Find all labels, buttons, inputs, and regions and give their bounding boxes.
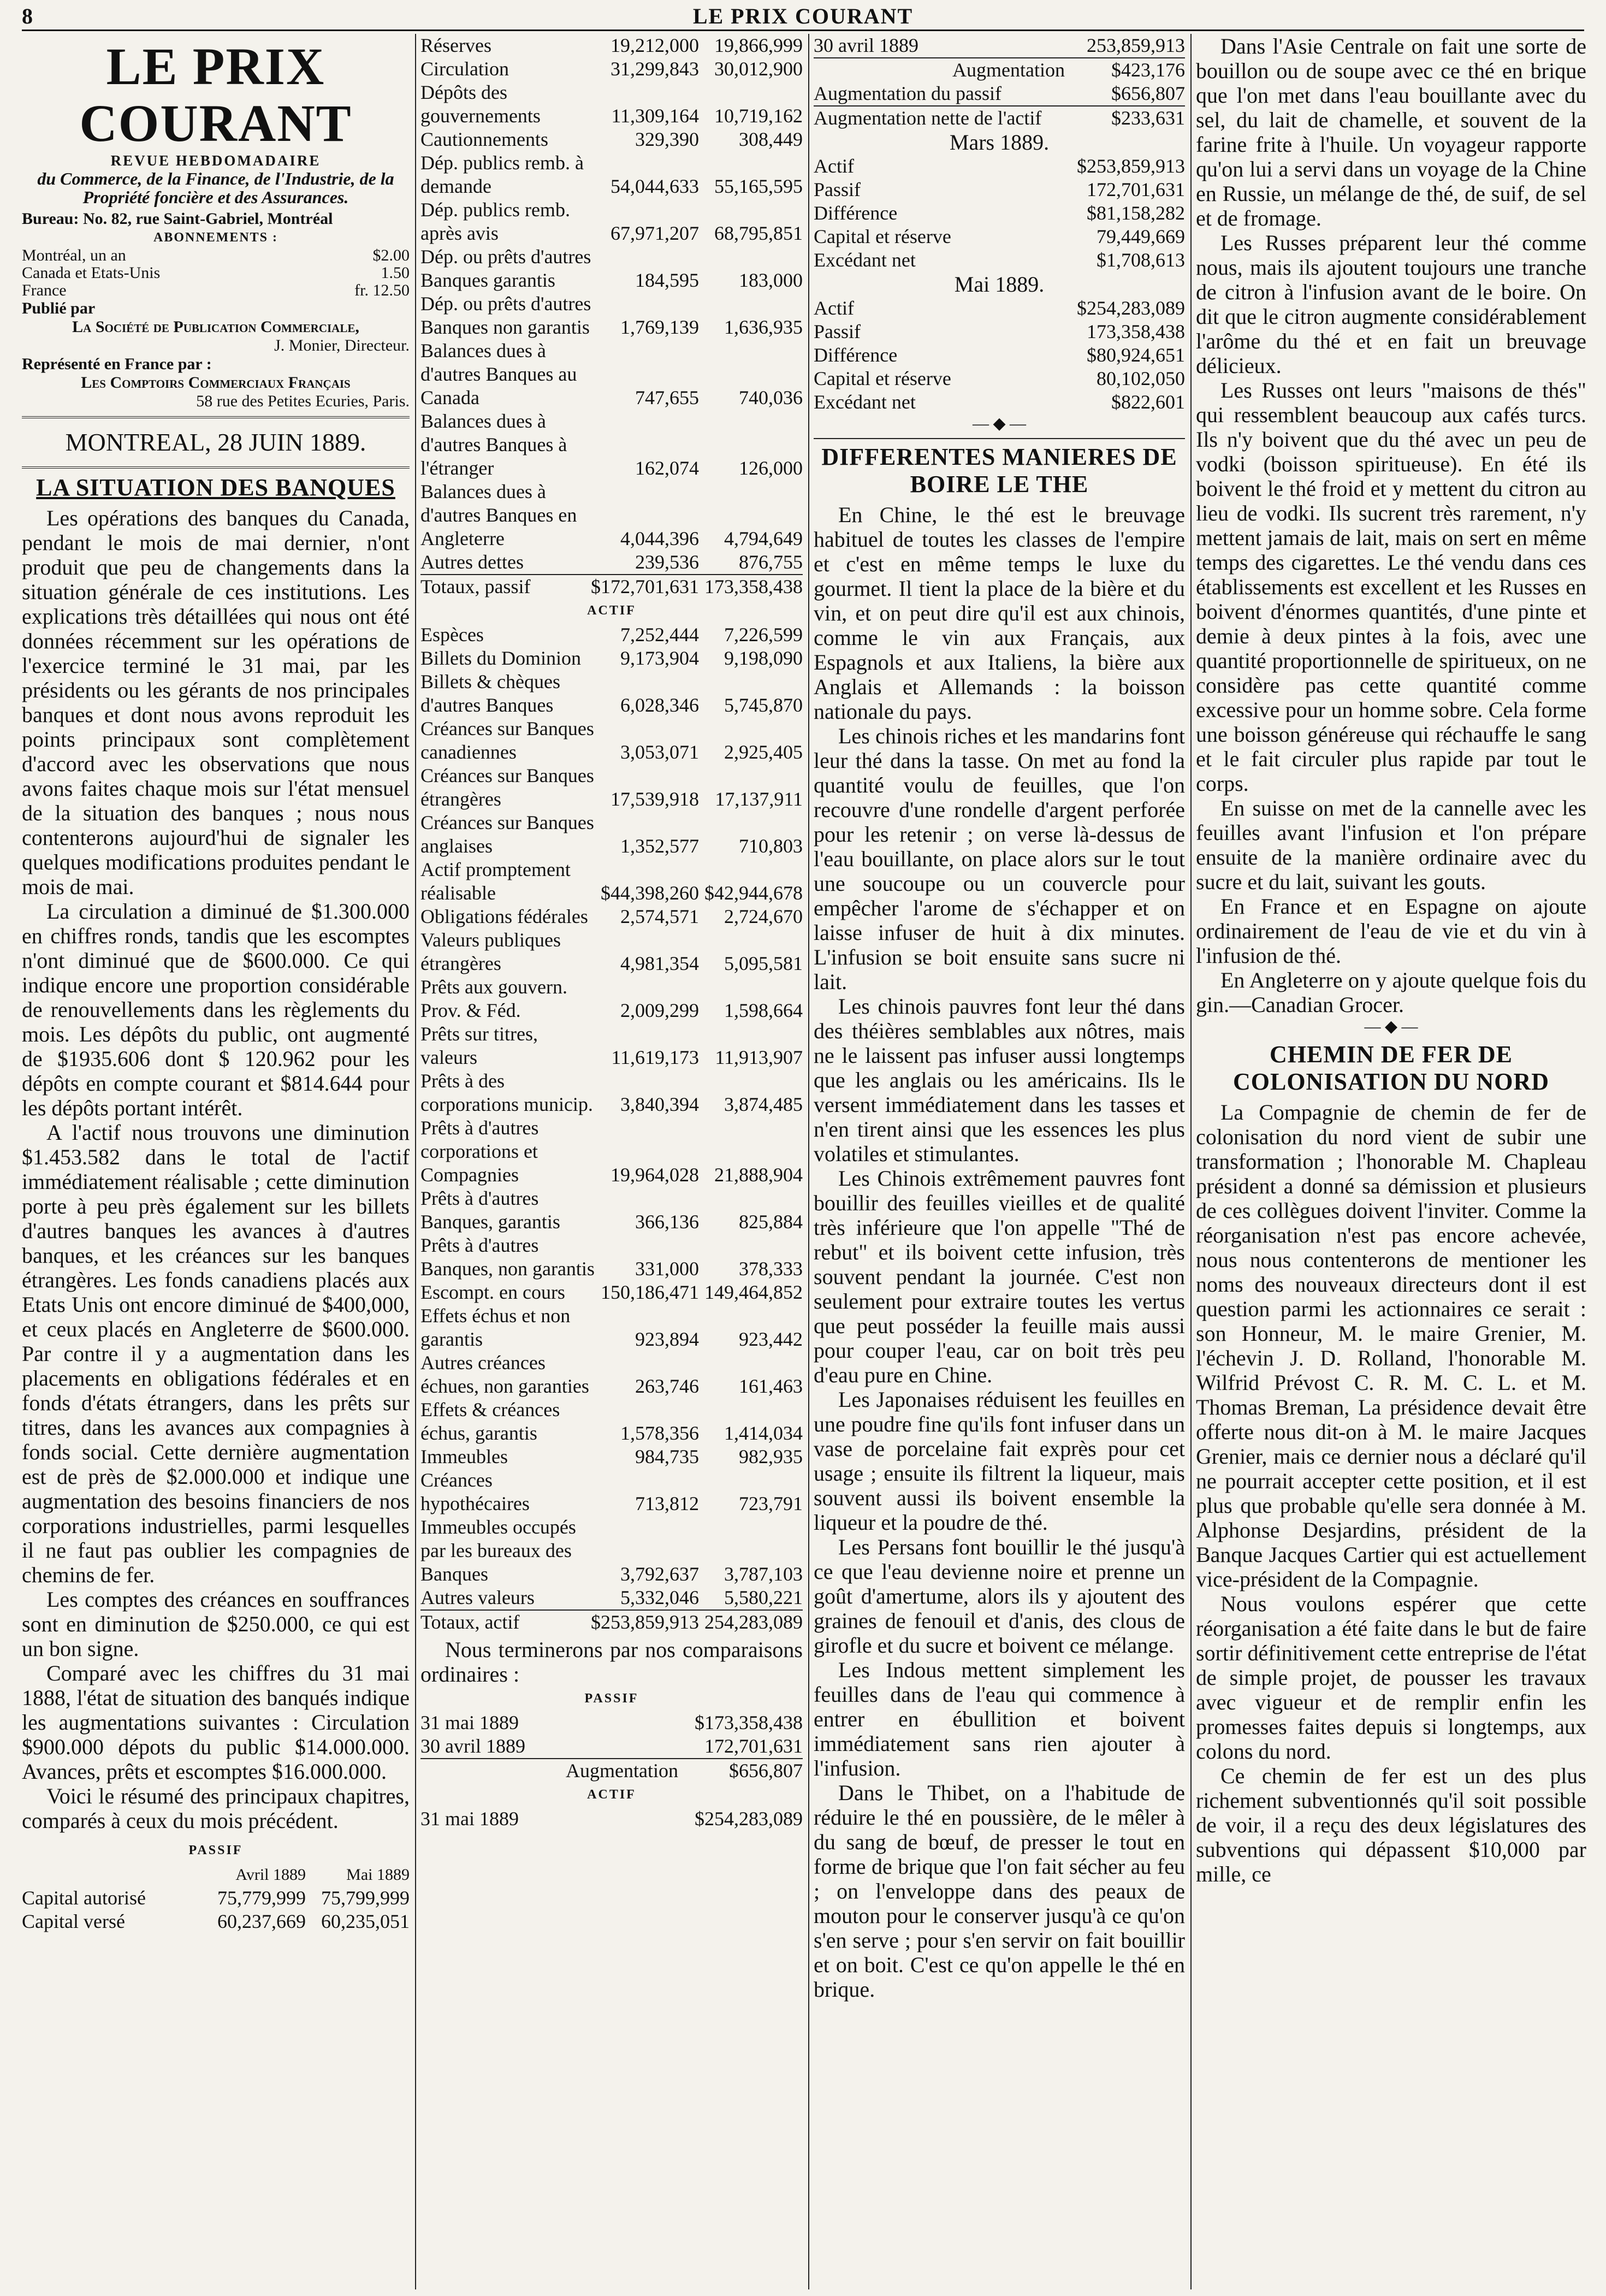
table-row	[420, 1351, 803, 1398]
row-value-april: 2,009,299	[620, 999, 699, 1021]
row-label: Capital autorisé	[22, 1887, 146, 1909]
col-header-may: Mai 1889	[346, 1866, 410, 1884]
row-label: 31 mai 1889	[420, 1712, 519, 1733]
table-row	[22, 1886, 410, 1910]
row-value-april: 75,779,999	[217, 1887, 306, 1909]
total-label: Totaux, actif	[420, 1610, 591, 1634]
row-value-april: 1,769,139	[620, 316, 699, 338]
row-value-may: 308,449	[739, 128, 803, 150]
actif-total	[420, 1609, 803, 1634]
row-label: Passif	[814, 179, 861, 200]
table-row	[420, 811, 803, 858]
row-value-may: 5,095,581	[724, 952, 803, 974]
row-label: Autres dettes	[420, 551, 524, 573]
table-row	[420, 198, 803, 245]
subscription-table	[22, 247, 410, 299]
row-value-may: 2,925,405	[724, 741, 803, 763]
paragraph: La circulation a diminué de $1.300.000 en chiffres ronds, tandis que les escomptes n'ont diminué que de $600.000. Ce qui indique encore une proportion considérable de renouvellements dans les règlements du mois. Les dépôts du public, ont augmenté de $1935.606 dont $ 120.962 pour les dépôts en compte courant et $814.644 pour les dépôts portant intérêt.	[22, 899, 410, 1120]
row-value-may: 75,799,999	[321, 1887, 410, 1909]
row-label: Balances dues à d'autres Banques à l'étranger	[420, 410, 567, 479]
aug-passif-label: Augmentation du passif	[814, 82, 1001, 104]
row-value-may: 3,874,485	[724, 1093, 803, 1115]
row-value: $81,158,282	[1087, 202, 1185, 224]
row-value-april: 31,299,843	[611, 58, 699, 80]
running-header	[22, 3, 1584, 27]
row-label: Billets & chèques d'autres Banques	[420, 671, 560, 716]
row-value-may: 11,913,907	[715, 1046, 803, 1068]
column-rule	[1190, 34, 1192, 2289]
row-value: $253,859,913	[1077, 155, 1185, 177]
row-label: Différence	[814, 344, 898, 366]
row-label: Balances dues à d'autres Banques en Angleterre	[420, 481, 577, 549]
row-value-may: 30,012,900	[714, 58, 803, 80]
row-value-may: 183,000	[739, 269, 803, 291]
row-label: Prêts à d'autres Banques, garantis	[420, 1187, 560, 1233]
table-row	[420, 1711, 803, 1735]
table-row	[420, 128, 803, 151]
row-label: Créances sur Banques canadiennes	[420, 718, 594, 763]
net-aug-value: $233,631	[1081, 106, 1185, 130]
column-4	[1196, 34, 1586, 2289]
table-row	[22, 264, 410, 282]
row-value-may: 923,442	[739, 1328, 803, 1350]
row-value-april: 54,044,633	[611, 175, 699, 197]
may-table	[814, 297, 1185, 414]
row-label: Billets du Dominion	[420, 647, 582, 669]
row-value-april: 329,390	[635, 128, 699, 150]
row-label: Actif promptement réalisable	[420, 859, 571, 904]
represented: Représenté en France par :	[22, 355, 212, 373]
row-value-april: 6,028,346	[620, 694, 699, 716]
row-value-april: 19,212,000	[611, 34, 699, 56]
row-value-may: 1,414,034	[724, 1422, 803, 1444]
paragraph: En Chine, le thé est le breuvage habituel de toutes les classes de l'empire et c'est en même temps le luxe du gourmet. Il tient la place de la bière et du vin, et on peut dire qu'il est aux chinois, comme le vin aux Français, aux Espagnols et aux Italiens, la bière aux Anglais et Allemands : la boisson nationale du pays.	[814, 502, 1185, 724]
row-value-may: 982,935	[739, 1446, 803, 1467]
may-heading: Mai 1889.	[954, 272, 1045, 297]
row-value-may: 1,636,935	[724, 316, 803, 338]
row-value: $254,283,089	[695, 1808, 803, 1830]
row-label: Créances hypothécaires	[420, 1469, 530, 1514]
row-value-may: 3,787,103	[724, 1563, 803, 1585]
total-april: $172,701,631	[591, 576, 699, 597]
table-row	[814, 225, 1185, 248]
row-label: Prêts à d'autres Banques, non garantis	[420, 1234, 595, 1280]
page-number: 8	[22, 4, 33, 28]
table-row	[22, 247, 410, 264]
row-value-april: 7,252,444	[620, 624, 699, 646]
running-title: LE PRIX COURANT	[692, 4, 914, 28]
row-value-april: 5,332,046	[620, 1587, 699, 1608]
table-row	[420, 928, 803, 975]
table-row	[420, 410, 803, 480]
paragraph: Les Indous mettent simplement les feuilles dans de l'eau qui commence à entrer en ébullition et boivent immédiatement sans rien ajouter à l'infusion.	[814, 1658, 1185, 1780]
row-label: 30 avril 1889	[814, 34, 918, 56]
row-value-april: 3,840,394	[620, 1093, 699, 1115]
paragraph: Les Persans font bouillir le thé jusqu'à ce que l'eau devienne noire et prenne un goût d'amertume, alors ils y ajoutent des graines de fenouil et d'anis, des clous de girofle et du sucre et boivent ce mélange.	[814, 1535, 1185, 1658]
column-rule	[415, 34, 416, 2289]
header-rule	[22, 29, 1584, 31]
aug-passif-value: $656,807	[1111, 82, 1185, 104]
row-value: $80,924,651	[1087, 344, 1185, 366]
row-value-april: 11,309,164	[611, 105, 699, 127]
section-rule	[814, 438, 1185, 439]
row-label: Cautionnements	[420, 128, 548, 150]
row-value-april: 1,578,356	[620, 1422, 699, 1444]
table-row	[814, 34, 1185, 58]
passif-heading: PASSIF	[188, 1843, 243, 1857]
row-label: Obligations fédérales	[420, 906, 588, 927]
article-body-tea	[814, 502, 1185, 2002]
table-row	[420, 1187, 803, 1234]
row-value-april: 923,894	[635, 1328, 699, 1350]
row-value-april: 2,574,571	[620, 906, 699, 927]
row-value-may: 55,165,595	[714, 175, 803, 197]
row-label: Autres créances échues, non garanties	[420, 1352, 589, 1397]
cmp-actif-rest	[814, 34, 1185, 130]
row-label: Créances sur Banques étrangères	[420, 765, 594, 810]
row-value-april: 1,352,577	[620, 835, 699, 857]
table-row	[420, 1234, 803, 1281]
row-value: 172,701,631	[704, 1735, 803, 1757]
table-row	[22, 1910, 410, 1933]
masthead-subtitle: REVUE HEBDOMADAIRE	[110, 152, 321, 169]
column-2	[420, 34, 803, 2289]
paragraph: En suisse on met de la cannelle avec les feuilles avant l'infusion et l'on prépare ensuite de la manière ordinaire avec du sucre et du lait, suivant les gouts.	[1196, 796, 1586, 894]
row-label: Espèces	[420, 624, 484, 646]
row-value-may: 2,724,670	[724, 906, 803, 927]
table-row	[420, 1022, 803, 1069]
table-row	[420, 81, 803, 128]
table-row	[420, 1304, 803, 1351]
table-row	[420, 57, 803, 81]
row-value-may: 740,036	[739, 387, 803, 409]
masthead-description: du Commerce, de la Finance, de l'Industrie, de la Propriété foncière et des Assurances.	[37, 169, 394, 207]
masthead-title: LE PRIX COURANT	[79, 37, 352, 152]
row-label: Passif	[814, 321, 861, 342]
row-label: Réserves	[420, 34, 491, 56]
cmp-passif-heading: PASSIF	[584, 1691, 639, 1706]
article-title-railway: CHEMIN DE FER DE COLONISATION DU NORD	[1232, 1041, 1550, 1095]
ornament: — ◆ —	[972, 415, 1027, 433]
row-value-may: 9,198,090	[724, 647, 803, 669]
table-row	[420, 717, 803, 764]
table-row	[22, 282, 410, 299]
column-1	[22, 34, 410, 2289]
row-value-april: 9,173,904	[620, 647, 699, 669]
row-value-may: 723,791	[739, 1493, 803, 1514]
table-row	[420, 1735, 803, 1759]
paragraph: Les chinois pauvres font leur thé dans des théières semblables aux nôtres, mais ne le laissent pas infuser aussi longtemps que les anglais ou les américains. Ils le versent immédiatement dans les tasses et n'en tirent ainsi que les essences les plus volatiles et stimulantes.	[814, 994, 1185, 1166]
row-value: $822,601	[1111, 391, 1185, 413]
paragraph: Les comptes des créances en souffrances sont en diminution de $250.000, ce qui est un bon signe.	[22, 1587, 410, 1661]
total-may: 254,283,089	[699, 1610, 803, 1634]
row-label: Dépôts des gouvernements	[420, 81, 541, 127]
table-row	[420, 858, 803, 905]
row-label: Autres valeurs	[420, 1587, 535, 1608]
actif-table	[420, 623, 803, 1609]
row-label: Prêts aux gouvern. Prov. & Féd.	[420, 976, 567, 1021]
row-label: Balances dues à d'autres Banques au Canada	[420, 340, 577, 409]
table-row	[420, 623, 803, 647]
row-value-april: 17,539,918	[611, 788, 699, 810]
table-row	[420, 1469, 803, 1516]
table-row	[814, 320, 1185, 344]
row-value: 173,358,438	[1087, 321, 1185, 342]
row-value-may: 10,719,162	[714, 105, 803, 127]
row-value-april: 239,536	[635, 551, 699, 573]
row-value: fr. 12.50	[354, 281, 410, 299]
march-heading: Mars 1889.	[949, 130, 1050, 155]
table-row	[420, 480, 803, 551]
paragraph: La Compagnie de chemin de fer de colonisation du nord vient de subir une transformation ; l'honorable M. Chapleau président a donné sa démission et plusieurs de ces collègues doivent l'inviter. Comme la réorganisation n'est pas encore achevée, nous nous contenterons de mentioner les noms des nouveaux directeurs dont il est question parmi les actionnaires ce serait : son Honneur, M. le maire Grenier, M. l'échevin J. D. Rolland, l'honorable M. Wilfrid Prévost C. R. M. C. L. et M. Thomas Breman, La présidence devait être offerte nous dit-on à M. le maire Jacques Grenier, mais ce dernier nous a déclaré qu'il ne pourrait accepter cette position, et il est plus que probable qu'elle sera donnée à M. Alphonse Desjardins, président de la Banque Jacques Cartier qui est actuellement vice-président de la Compagnie.	[1196, 1100, 1586, 1591]
paragraph: Les Russes ont leurs "maisons de thés" qui ressemblent beaucoup aux cafés turcs. Ils n'y boivent que du thé avec un peu de vodki (boisson spiritueuse). En été ils boivent le thé froid et y mettent du citron au lieu de vodki. Ils sucrent très rarement, n'y mettent jamais de lait, mais on sert en même temps des cigarettes. Le thé vendu dans ces établissements est excellent et les Russes en boivent d'énormes quantités, d'une pinte et demie à deux pintes à la fois, avec une quantité proportionnelle de spiritueux, on ne considère pas cette quantité comme excessive pour un homme sobre. Cela forme une boisson généreuse qui réchauffe le sang et le fait circuler plus rapide par tout le corps.	[1196, 378, 1586, 796]
row-value: $2.00	[372, 246, 410, 264]
agent: Les Comptoirs Commerciaux Français	[81, 374, 351, 392]
row-label: Actif	[814, 297, 854, 319]
paragraph: Ce chemin de fer est un des plus richement subventionnés qu'il soit possible de voir, il a reçu des deux législatures des subventions qui dépassent $10,000 par mille, ce	[1196, 1764, 1586, 1886]
column-3	[814, 34, 1185, 2289]
row-value-may: 68,795,851	[714, 222, 803, 244]
row-value-may: 7,226,599	[724, 624, 803, 646]
row-label: Dép. ou prêts d'autres Banques garantis	[420, 246, 591, 291]
total-may: 173,358,438	[699, 575, 803, 599]
aug-value: $656,807	[695, 1759, 803, 1783]
actif-heading: ACTIF	[587, 603, 636, 618]
row-label: 30 avril 1889	[420, 1735, 525, 1757]
row-value-may: 21,888,904	[714, 1164, 803, 1186]
paragraph: En France et en Espagne on ajoute ordinairement de l'eau de vie et du vin à l'infusion de thé.	[1196, 894, 1586, 968]
row-label: Prêts à d'autres corporations et Compagnies	[420, 1117, 539, 1186]
aug-label: Augmentation	[814, 58, 1081, 82]
row-value: $173,358,438	[695, 1712, 803, 1733]
table-row	[420, 292, 803, 339]
row-value-may: 161,463	[739, 1375, 803, 1397]
row-value-april: 184,595	[635, 269, 699, 291]
row-value-may: 825,884	[739, 1211, 803, 1233]
publisher: La Société de Publication Commerciale,	[72, 318, 359, 336]
row-label: Effets échus et non garantis	[420, 1305, 571, 1350]
paragraph: Les Chinois extrêmement pauvres font bouillir des feuilles vieilles et de qualité très inférieure que l'on appelle "Thé de rebut" et ils boivent cette infusion, très souvent pendant la journée. C'est non seulement pour extraire toutes les vertus que peut posséder la feuille mais aussi pour couper l'eau, car on boit très peu d'eau pure en Chine.	[814, 1166, 1185, 1387]
table-row	[420, 1398, 803, 1445]
dateline: MONTREAL, 28 JUIN 1889.	[65, 428, 366, 456]
paragraph: Les chinois riches et les mandarins font leur thé dans la tasse. On met au fond la quantité voulu de feuilles, que l'on recouvre d'une rondelle d'argent perforée pour les retenir ; on verse là-dessus de l'eau bouillante, on place alors sur le tout une soucoupe ou un couvercle pour empêcher l'arome de s'échapper et on laisse infuser de huit à dix minutes. L'infusion se boit ensuite sans sucre ni lait.	[814, 724, 1185, 994]
masthead-rule	[22, 416, 410, 418]
row-value-april: 162,074	[635, 457, 699, 479]
table-row	[420, 764, 803, 811]
aug-value: $423,176	[1081, 58, 1185, 82]
table-row	[814, 390, 1185, 414]
col-header-april: Avril 1889	[235, 1866, 306, 1884]
row-value: 1.50	[381, 264, 410, 282]
row-label: Capital versé	[22, 1910, 125, 1932]
row-value-may: 5,745,870	[724, 694, 803, 716]
table-row	[420, 245, 803, 292]
row-value-april: 150,186,471	[601, 1281, 699, 1303]
masthead-bureau: Bureau: No. 82, rue Saint-Gabriel, Montréal	[22, 210, 333, 228]
subscriptions-label: ABONNEMENTS :	[153, 230, 278, 245]
paragraph: Comparé avec les chiffres du 31 mai 1888, l'état de situation des banqués indique les augmentations suivantes : Circulation $900.000 dépots du public $14.000.000. Avances, prêts et escomptes $16.000.000.	[22, 1661, 410, 1784]
cmp-actif-table	[420, 1807, 803, 1831]
cmp-passif-table	[420, 1711, 803, 1783]
row-value-april: 3,792,637	[620, 1563, 699, 1585]
passif-total	[420, 574, 803, 599]
table-row	[420, 670, 803, 717]
article-title-tea: DIFFERENTES MANIERES DE BOIRE LE THE	[821, 443, 1177, 498]
published-by: Publié par	[22, 299, 96, 317]
row-value-april: 713,812	[635, 1493, 699, 1514]
row-label: Dép. publics remb. après avis	[420, 199, 570, 244]
table-row	[420, 1586, 803, 1609]
table-row	[420, 339, 803, 410]
row-label: Dép. publics remb. à demande	[420, 152, 584, 197]
director: J. Monier, Directeur.	[274, 336, 410, 354]
row-value-april: 984,735	[635, 1446, 699, 1467]
table-row	[420, 1445, 803, 1469]
row-label: 31 mai 1889	[420, 1808, 519, 1830]
table-row	[814, 297, 1185, 320]
total-april: $253,859,913	[591, 1611, 699, 1633]
paragraph: En Angleterre on y ajoute quelque fois du gin.—Canadian Grocer.	[1196, 968, 1586, 1017]
cmp-actif-heading: ACTIF	[587, 1788, 636, 1802]
table-row	[814, 344, 1185, 367]
row-value: 80,102,050	[1097, 368, 1185, 389]
table-row	[420, 34, 803, 57]
row-value-may: 1,598,664	[724, 999, 803, 1021]
row-label: Dép. ou prêts d'autres Banques non garantis	[420, 293, 591, 338]
row-label: Capital et réserve	[814, 226, 951, 247]
table-row	[814, 178, 1185, 202]
column-rule	[808, 34, 809, 2289]
article-body-railway	[1196, 1100, 1586, 1886]
row-value-may: 17,137,911	[715, 788, 803, 810]
net-aug-label: Augmentation nette de l'actif	[814, 106, 1081, 130]
row-label: Excédant net	[814, 391, 916, 413]
row-label: Immeubles	[420, 1446, 508, 1467]
table-row	[814, 202, 1185, 225]
table-row	[420, 1281, 803, 1304]
row-value-april: 331,000	[635, 1258, 699, 1280]
row-value-april: 4,044,396	[620, 528, 699, 549]
table-row	[420, 151, 803, 198]
row-value: 172,701,631	[1087, 179, 1185, 200]
row-value-april: 60,237,669	[217, 1910, 306, 1932]
table-row	[814, 155, 1185, 178]
row-value-april: $44,398,260	[601, 882, 699, 904]
total-label: Totaux, passif	[420, 575, 591, 599]
row-value-may: 378,333	[739, 1258, 803, 1280]
row-value-may: 4,794,649	[724, 528, 803, 549]
paragraph: Dans le Thibet, on a l'habitude de réduire le thé en poussière, de le mêler à du sang de bœuf, de presser le tout en forme de brique que l'on fait sécher au feu ; on l'enveloppe dans des peaux de mouton pour le conserver jusqu'à ce qu'on s'en serve ; pour s'en servir on fait bouillir et on boit. C'est ce qu'on appelle le thé en brique.	[814, 1780, 1185, 2002]
table-row	[420, 551, 803, 574]
table-row	[420, 905, 803, 928]
table-row	[420, 1516, 803, 1586]
row-value: 79,449,669	[1097, 226, 1185, 247]
table-row	[420, 647, 803, 670]
paragraph: Voici le résumé des principaux chapitres, comparés à ceux du mois précédent.	[22, 1784, 410, 1833]
paragraph: Dans l'Asie Centrale on fait une sorte de bouillon ou de soupe avec ce thé en brique que l'on met dans l'eau bouillante avec du sel, du lait de chamelle, et souvent de la farine frite à l'huile. Un voyageur rapporte qu'on lui a servi dans un voyage de la Chine en Russie, un mélange de thé, de suif, de sel et de fromage.	[1196, 34, 1586, 230]
row-label: Escompt. en cours	[420, 1281, 565, 1303]
dateline-rule	[22, 466, 410, 469]
row-label: Valeurs publiques étrangères	[420, 929, 561, 974]
row-value: $1,708,613	[1097, 249, 1185, 271]
paragraph: Les Russes préparent leur thé comme nous, mais ils ajoutent toujours une tranche de citron à l'infusion avant de le boire. On dit que le citron augmente considérablement l'arôme du thé et en fait un breuvage délicieux.	[1196, 230, 1586, 378]
row-value-may: 876,755	[739, 551, 803, 573]
row-label: Effets & créances échus, garantis	[420, 1399, 560, 1444]
row-value-april: 747,655	[635, 387, 699, 409]
table-row	[420, 1069, 803, 1116]
row-label: France	[22, 281, 67, 299]
row-label: Capital et réserve	[814, 368, 951, 389]
comparison-intro: Nous terminerons par nos comparaisons ordinaires :	[420, 1637, 803, 1687]
row-value-may: 149,464,852	[704, 1281, 803, 1303]
row-label: Immeubles occupés par les bureaux des Banques	[420, 1516, 576, 1585]
table-row	[420, 975, 803, 1022]
table-row	[814, 367, 1185, 390]
row-value: $254,283,089	[1077, 297, 1185, 319]
row-value-april: 263,746	[635, 1375, 699, 1397]
row-value-april: 366,136	[635, 1211, 699, 1233]
row-value-may: 60,235,051	[321, 1910, 410, 1932]
row-value-may: 710,803	[739, 835, 803, 857]
paragraph: Les opérations des banques du Canada, pendant le mois de mai dernier, n'ont produit que peu de changements dans la situation générale de ces institutions. Les explications très détaillées qui nous ont été données récemment sur les opérations de l'exercice terminé le 31 mai, par les présidents ou les gérants de nos principales banques et dont nous avons reproduit les points principaux sont complètement d'accord avec les observations que nous avons faites chaque mois sur l'état mensuel de la situation des banques ; nous nous contenterons aujourd'hui de signaler les quelques modifications produites pendant le mois de mai.	[22, 506, 410, 899]
table-row	[814, 248, 1185, 272]
march-table	[814, 155, 1185, 272]
row-label: Créances sur Banques anglaises	[420, 812, 594, 857]
paragraph: Nous voulons espérer que cette réorganisation a été faite dans le but de faire sortir définitivement cette entreprise de l'état de simple projet, de pousser les travaux avec vigueur et de remplir enfin les promesses faites depuis si longtemps, aux colons du nord.	[1196, 1591, 1586, 1764]
row-label: Montréal, un an	[22, 246, 126, 264]
paragraph: A l'actif nous trouvons une diminution $1.453.582 dans le total de l'actif immédiatement réalisable ; cette diminution porte à peu près également sur les billets d'autres banques les avances à d'autres banques, et les créances sur les banques étrangères. Les fonds canadiens placés aux Etats Unis ont encore diminué de $400,000, et ceux placés en Angleterre de $600.000. Par contre il y a augmentation dans les placements en obligations fédérales et en fonds d'états étrangers, dans les prêts sur titres, dans les avances aux compagnies à fonds social. Cette dernière augmentation est de près de $2.000.000 et indique une augmentation des besoins financiers de nos corporations industrielles, parmi lesquelles il ne faut pas oublier les compagnies de chemins de fer.	[22, 1120, 410, 1587]
article-body-banks	[22, 506, 410, 1833]
paragraph: Les Japonaises réduisent les feuilles en une poudre fine qu'ils font infuser dans un vase de porcelaine fait exprès pour cet usage ; ensuite ils filtrent la liqueur, mais souvent aussi ils boivent ensemble la liqueur et la poudre de thé.	[814, 1387, 1185, 1535]
row-value-april: 11,619,173	[611, 1046, 699, 1068]
row-label: Prêts à des corporations municip.	[420, 1070, 593, 1115]
row-label: Circulation	[420, 58, 509, 80]
ornament: — ◆ —	[1364, 1017, 1418, 1035]
row-label: Excédant net	[814, 249, 916, 271]
row-value-april: 3,053,071	[620, 741, 699, 763]
row-value-april: 67,971,207	[611, 222, 699, 244]
passif-table	[420, 34, 803, 574]
row-label: Actif	[814, 155, 854, 177]
table-row	[420, 1116, 803, 1187]
capital-table	[22, 1863, 410, 1933]
aug-label: Augmentation	[420, 1759, 695, 1783]
row-label: Différence	[814, 202, 898, 224]
article-title-banks: LA SITUATION DES BANQUES	[36, 474, 395, 501]
row-value: 253,859,913	[1087, 34, 1185, 56]
article-body-tea-continued	[1196, 34, 1586, 1017]
row-value-may: $42,944,678	[704, 882, 803, 904]
row-value-april: 4,981,354	[620, 952, 699, 974]
agent-address: 58 rue des Petites Ecuries, Paris.	[196, 392, 410, 410]
row-label: Prêts sur titres, valeurs	[420, 1023, 538, 1068]
row-value-april: 19,964,028	[611, 1164, 699, 1186]
row-value-may: 5,580,221	[724, 1587, 803, 1608]
row-value-may: 126,000	[739, 457, 803, 479]
row-label: Canada et Etats-Unis	[22, 264, 161, 282]
row-value-may: 19,866,999	[714, 34, 803, 56]
